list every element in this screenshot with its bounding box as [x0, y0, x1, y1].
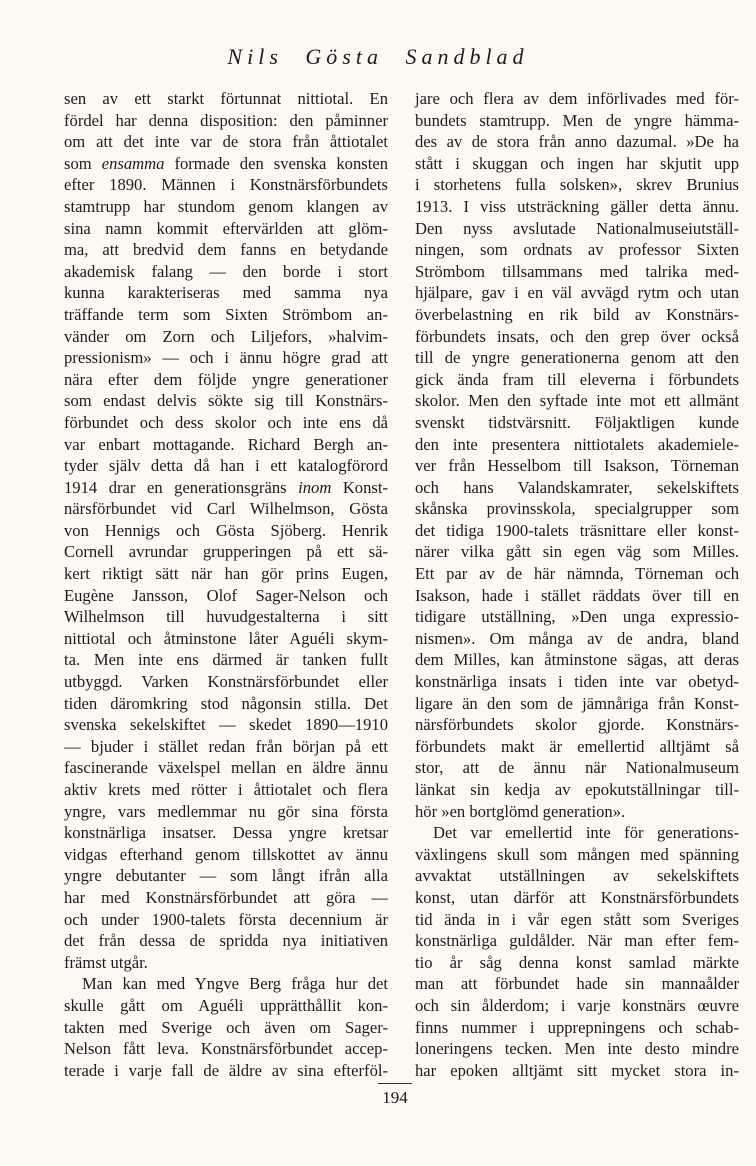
text-line: [64, 477, 388, 499]
text-line: tid ända in i vår egen stått som Sveriges: [415, 909, 739, 929]
text-line: Wilhelmson till huvudgestalterna i sitt: [64, 607, 388, 627]
text-line: des av de stora från anno dazumal. »De ha: [415, 132, 739, 152]
text-segment: som: [64, 153, 102, 173]
text-line: konstnärliga guldålder. När man efter fem-: [415, 931, 739, 951]
text-line: det tidiga 1900-talets träsnittare eller konst-: [415, 520, 739, 540]
text-line: — bjuder i stället redan från början på ett: [64, 736, 388, 756]
text-line: ma, att bredvid dem fanns en betydande: [64, 240, 388, 260]
text-line: förbundets makt är emellertid alltjämt så: [415, 736, 739, 756]
text-line: nära efter dem följde yngre generationer: [64, 369, 388, 389]
text-line: stamtrupp har stundom genom klangen av: [64, 196, 388, 216]
text-line: Eugène Jansson, Olof Sager-Nelson och: [64, 585, 388, 605]
text-line: ningen, som ordnats av professor Sixten: [415, 240, 739, 260]
text-line: man att förbundet hade sin mannaålder: [415, 974, 739, 994]
text-line: träffande term som Sixten Strömbom an-: [64, 304, 388, 324]
text-line: kert riktigt sätt när han gör prins Eugen,: [64, 564, 388, 584]
text-line: skolor. Men den syftade inte mot ett allmänt: [415, 391, 739, 411]
text-line: pressionism» — och i ännu högre grad att: [64, 348, 388, 368]
text-line: akademisk falang — den borde i stort: [64, 261, 388, 281]
text-line: ta. Men inte ens därmed är tanken fullt: [64, 650, 388, 670]
text-column-right: [415, 88, 739, 1081]
text-line: svenskt tidstvärsnitt. Följaktligen kunde: [415, 412, 739, 432]
text-line: tiden däromkring stod någonsin stilla. Det: [64, 693, 388, 713]
text-line: har epoken alltjämt sitt mycket stora in-: [415, 1060, 739, 1080]
text-line: överbelastning en rik bild av Konstnärs-: [415, 304, 739, 324]
text-line: Cornell avrundar grupperingen på ett sä-: [64, 542, 388, 562]
text-line: Isakson, hade i stället räddats över till en: [415, 585, 739, 605]
text-line: skulle gått om Aguéli upprätthållit kon-: [64, 995, 388, 1015]
text-line: gick ända fram till eleverna i förbundets: [415, 369, 739, 389]
text-line: till de yngre generationerna genom att den: [415, 348, 739, 368]
text-line: förbundets insats, och den grep över också: [415, 326, 739, 346]
text-line: bundets stamtrupp. Men de yngre hämma-: [415, 110, 739, 130]
text-line: växlingens skull som mången med spänning: [415, 844, 739, 864]
italic-emphasis: ensamma: [101, 153, 165, 173]
text-line: främst utgår.: [64, 952, 148, 972]
text-line: sina namn kommit eftervärlden att glöm-: [64, 218, 388, 238]
text-line: jare och flera av dem införlivades med för-: [415, 89, 739, 108]
text-column-left: [64, 88, 388, 1081]
text-line: Ett par av de här nämnda, Törneman och: [415, 564, 739, 584]
running-head: Nils Gösta Sandblad: [227, 44, 529, 69]
text-line: Strömbom tillsammans med talrika med-: [415, 261, 739, 281]
text-line: Nelson fått leva. Konstnärsförbundet accep-: [64, 1039, 388, 1059]
page-number: 194: [382, 1088, 408, 1107]
text-line: tidigare utställning, »Den unga expressio-: [415, 607, 739, 627]
italic-emphasis: inom: [298, 477, 332, 497]
text-line: nittiotal och åtminstone låter Aguéli skym-: [64, 628, 388, 648]
text-segment: Konst-: [331, 477, 388, 497]
text-line: nismen». Om många av de andra, bland: [415, 628, 739, 648]
text-line: stått i skuggan och ingen har skjutit upp: [415, 153, 739, 173]
text-line: var enbart mottagande. Richard Bergh an-: [64, 434, 388, 454]
text-line: närsförbundets skolor gjorde. Konstnärs-: [415, 715, 739, 735]
text-line: länkat sin kedja av epokutställningar till-: [415, 780, 739, 799]
text-line: ver från Hesselbom till Isakson, Törneman: [415, 456, 739, 476]
text-line: det från dessa de spridda nya initiativen: [64, 931, 388, 951]
text-line: skånska provinsskola, specialgrupper som: [415, 499, 739, 519]
text-line: sen av ett starkt förtunnat nittiotal. En: [64, 89, 388, 108]
text-line: finns nummer i upprepningens och schab-: [415, 1017, 739, 1037]
text-line: ligare än den som de jämnåriga från Konst-: [415, 693, 739, 713]
text-line: hjälpare, gav i en väl avvägd rytm och utan: [415, 283, 739, 303]
text-line: takten med Sverige och även om Sager-: [64, 1017, 388, 1037]
text-line: avvaktat utställningen av sekelskiftets: [415, 866, 739, 886]
text-line: Man kan med Yngve Berg fråga hur det: [82, 974, 388, 994]
text-line: Den nyss avslutade Nationalmuseiutställ-: [415, 218, 739, 238]
text-line: hör »en bortglömd generation».: [415, 801, 626, 821]
text-line: tyder själv detta då han i ett katalogförord: [64, 456, 388, 476]
text-line: [64, 153, 388, 175]
text-line: aktiv krets med rötter i åttiotalet och flera: [64, 780, 388, 799]
text-line: von Hennigs och Gösta Sjöberg. Henrik: [64, 520, 388, 540]
text-line: fascinerande växelspel mellan en äldre ännu: [64, 758, 388, 778]
text-line: den inte presentera nittiotalets akademiele-: [415, 434, 739, 454]
text-line: konstnärliga insats i tiden inte var obetyd-: [415, 672, 739, 692]
text-line: tio år såg denna konst samlad märkte: [415, 952, 739, 972]
text-line: vidgas efterhand genom tillskottet av ännu: [64, 844, 388, 864]
text-line: konstnärliga insatser. Dessa yngre kretsar: [64, 823, 388, 843]
text-line: i storhetens fulla solsken», skrev Brunius: [415, 175, 739, 195]
text-line: loneringens tecken. Men inte desto mindre: [415, 1039, 739, 1059]
text-line: yngre debutanter — som långt ifrån alla: [64, 866, 388, 886]
text-line: och hans Valandskamrater, sekelskiftets: [415, 477, 739, 497]
page-number-rule: [378, 1083, 412, 1084]
text-line: utbyggd. Varken Konstnärsförbundet eller: [64, 672, 388, 692]
text-line: som endast delvis sökte sig till Konstnärs-: [64, 391, 388, 411]
text-line: fördel har denna disposition: den påminner: [64, 110, 388, 130]
text-line: har med Konstnärsförbundet att göra —: [64, 887, 388, 907]
text-line: svenska sekelskiftet — skedet 1890—1910: [64, 715, 388, 735]
text-line: vänder om Zorn och Liljefors, »halvim-: [64, 326, 388, 346]
text-line: yngre, vars medlemmar nu gör sina första: [64, 801, 388, 821]
text-segment: formade den svenska konsten: [164, 153, 388, 173]
text-line: stor, att de ännu när Nationalmuseum: [415, 758, 739, 778]
text-line: kunna karakteriseras med samma nya: [64, 283, 388, 303]
text-line: efter 1890. Männen i Konstnärsförbundets: [64, 175, 388, 195]
text-line: och sin ålderdom; i varje konstnärs œuvre: [415, 995, 739, 1015]
text-line: terade i varje fall de äldre av sina efterföl-: [64, 1060, 388, 1080]
text-line: förbundet och dess skolor och inte ens då: [64, 412, 388, 432]
text-line: och under 1900-talets första decennium är: [64, 909, 388, 929]
text-segment: 1914 drar en generationsgräns: [64, 477, 299, 497]
text-line: närer vilka gått sin egen väg som Milles.: [415, 542, 739, 562]
text-line: dem Milles, kan åtminstone sägas, att deras: [415, 650, 739, 670]
text-line: närsförbundet vid Carl Wilhelmson, Gösta: [64, 499, 388, 519]
text-line: Det var emellertid inte för generations-: [433, 823, 739, 843]
text-line: konst, utan därför att Konstnärsförbundets: [415, 887, 739, 907]
text-line: om att det inte var de stora från åttiotalet: [64, 132, 388, 152]
text-line: 1913. I viss utsträckning gäller detta ännu.: [415, 196, 739, 216]
